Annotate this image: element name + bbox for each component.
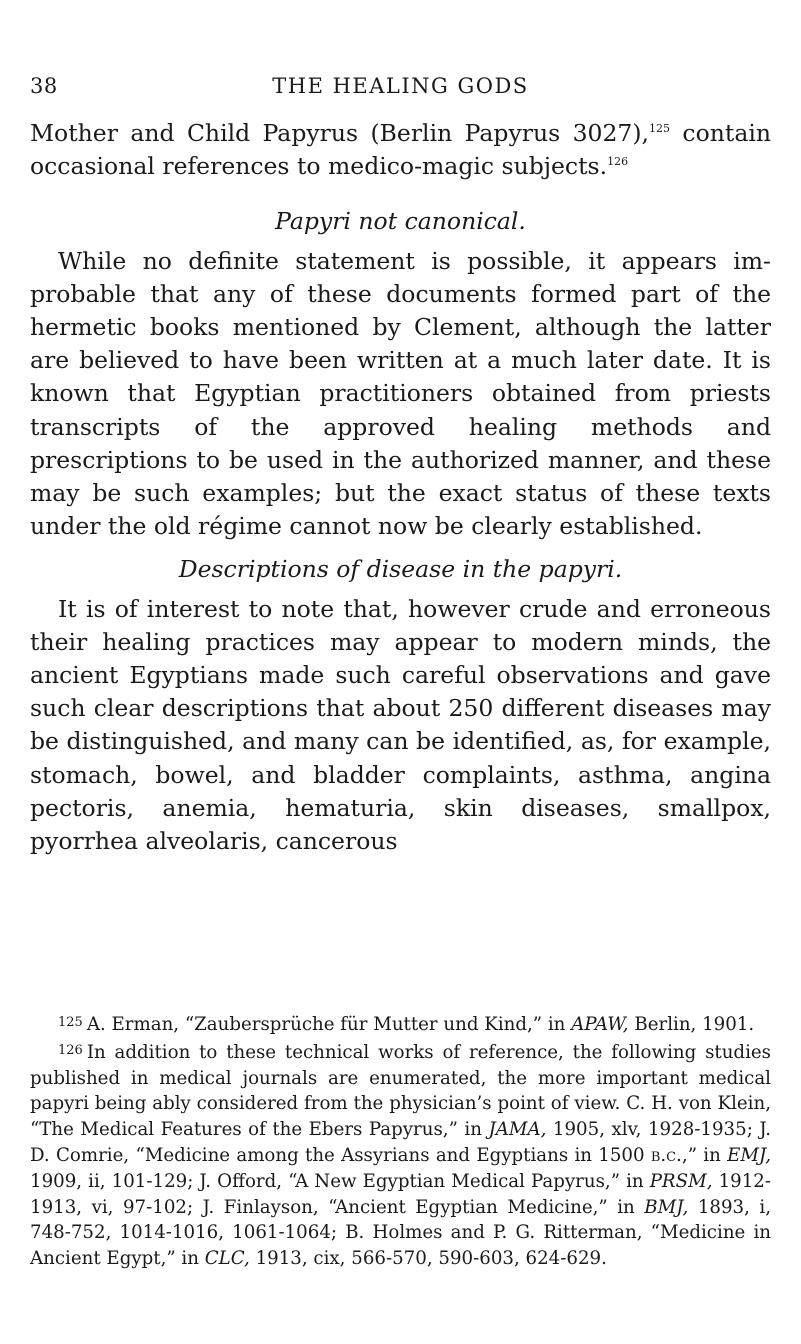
page-number: 38 xyxy=(30,74,58,98)
footnote-number: 126 xyxy=(58,1042,83,1058)
journal-abbrev: BMJ, xyxy=(644,1196,689,1218)
footnote-text: 1905, xlv, 1928-1935; J. D. Comrie, “Medicine among the Assyrians and Egyptians in 1500 xyxy=(30,1119,771,1166)
footnote-text: 1893, i, 748-752, 1014-1016, 1061-1064; B. Holmes and P. G. Ritterman, “Medicine in Ancient Egypt,” in xyxy=(30,1196,771,1270)
journal-abbrev: PRSM, xyxy=(649,1170,713,1192)
journal-abbrev: APAW, xyxy=(571,1014,629,1035)
running-title: THE HEALING GODS xyxy=(272,74,529,98)
journal-abbrev: EMJ, xyxy=(727,1144,771,1166)
footnote-text: 1913, cix, 566-570, 590-603, 624-629. xyxy=(249,1248,607,1270)
era-abbrev: b.c., xyxy=(650,1144,688,1166)
section-subheading: Descriptions of disease in the papyri. xyxy=(178,555,623,584)
journal-abbrev: JAMA, xyxy=(488,1119,547,1141)
footnote-text: 1912-1913, vi, 97-102; J. Finlayson, “Ancient Egyptian Medicine,” in xyxy=(30,1170,771,1218)
footnote-text: Berlin, 1901. xyxy=(628,1014,755,1035)
section-subheading: Papyri not canonical. xyxy=(275,207,526,236)
paragraph-text: contain occasional references to medico-magic subjects. xyxy=(30,119,771,181)
journal-abbrev: CLC, xyxy=(204,1248,250,1270)
footnote-ref-125[interactable]: 125 xyxy=(649,122,671,136)
page-header xyxy=(0,74,801,104)
footnote-text: 1909, ii, 101-129; J. Offord, “A New Egyptian Medical Papyrus,” in xyxy=(30,1170,650,1192)
paragraph-text: Mother and Child Papyrus (Berlin Papyrus 3027), xyxy=(30,119,650,147)
footnote-ref-126[interactable]: 126 xyxy=(607,155,629,169)
footnote-text: In addition to these technical works of reference, the following studies published in medical journals are enumerated, the more important medical papyri being ably considered from the physician’s point of view. C. H. von Klein, “The Medical Features of the Ebers Papyrus,” in xyxy=(30,1041,771,1141)
paragraph: While no definite statement is possible, it appears improbable that any of these documents formed part of the hermetic books mentioned by Clement, although the latter are believed to have been written at a much later date. It is known that Egyptian practitioners obtained from priests transcripts of the approved healing methods and prescriptions to be used in the authorized manner, and these may be such examples; but the exact status of these texts under the old régime cannot now be clearly established. xyxy=(30,246,771,541)
paragraph-continuation xyxy=(30,117,771,183)
footnote-text: A. Erman, “Zaubersprüche für Mutter und Kind,” in xyxy=(86,1014,572,1035)
footnote-126 xyxy=(30,1038,771,1272)
footnote-text: ” in xyxy=(687,1144,728,1166)
footnote-125 xyxy=(30,1010,771,1038)
paragraph: It is of interest to note that, however crude and erroneous their healing practices may appear to modern minds, the ancient Egyptians made such careful observations and gave such clear descriptions that about 250 different diseases may be distinguished, and many can be identified, as, for example, stomach, bowel, and bladder complaints, asthma, angina pectoris, anemia, hematuria, skin diseases, smallpox, pyorrhea alveolaris, cancerous xyxy=(30,594,771,856)
footnotes xyxy=(30,1010,771,1272)
main-text xyxy=(30,117,771,858)
footnote-number: 125 xyxy=(58,1015,83,1030)
